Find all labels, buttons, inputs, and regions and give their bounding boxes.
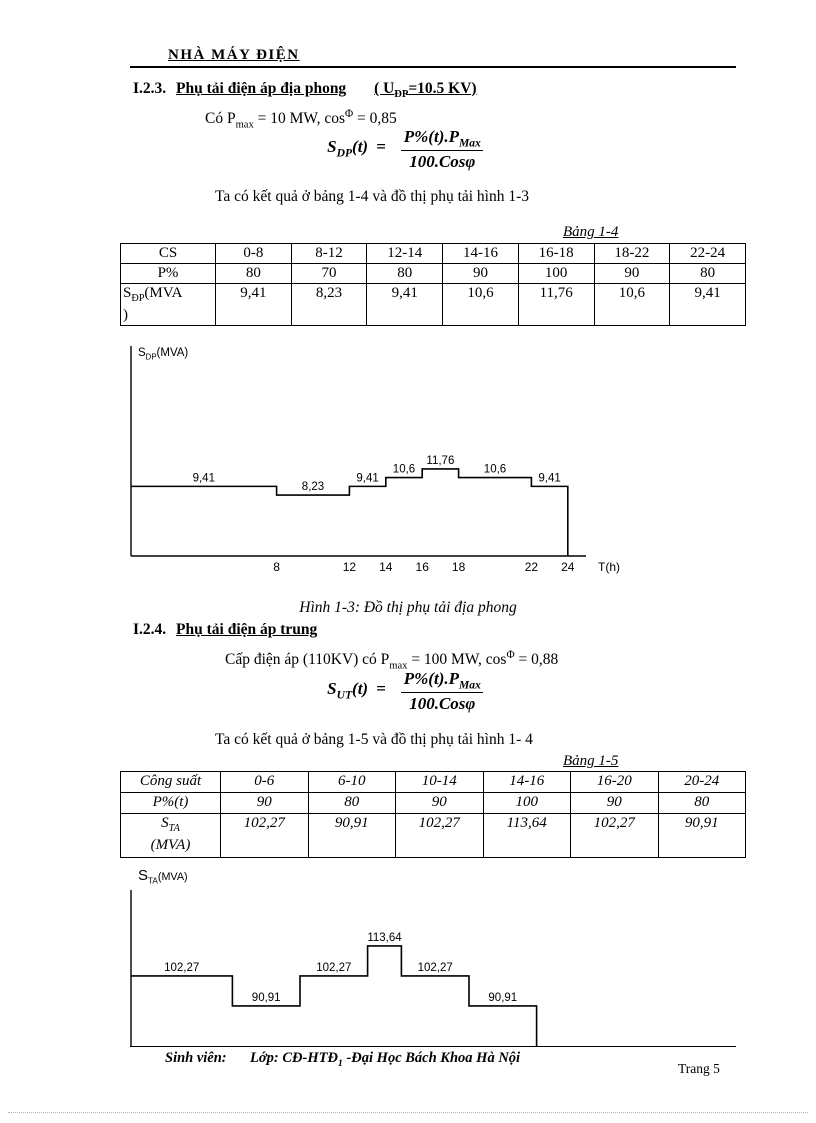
table-cell: 90 bbox=[571, 793, 659, 814]
table-cell: 16-18 bbox=[518, 244, 594, 264]
section-1-title-suffix: ( $U_{ĐP}=10.5$ KV) bbox=[374, 80, 477, 101]
table-row bbox=[121, 793, 746, 814]
load-table-2 bbox=[120, 771, 746, 858]
formula-sdp-equals: = bbox=[376, 137, 386, 156]
x-axis-label: T(h) bbox=[598, 560, 620, 574]
load-chart-2 bbox=[126, 864, 586, 1046]
table-cell: 102,27 bbox=[571, 814, 659, 858]
table-cell: 16-20 bbox=[571, 772, 659, 793]
table-cell: 80 bbox=[308, 793, 396, 814]
section-1-number: I.2.3. bbox=[133, 80, 167, 97]
table-cell: CS bbox=[121, 244, 216, 264]
table-cell: 90 bbox=[396, 793, 484, 814]
table-cell: 11,76 bbox=[518, 284, 594, 326]
formula-sdp bbox=[0, 127, 816, 172]
table-cell: 9,41 bbox=[670, 284, 746, 326]
table-cell: 12-14 bbox=[367, 244, 443, 264]
table-row bbox=[121, 264, 746, 284]
table-row bbox=[121, 284, 746, 326]
x-tick-label: 18 bbox=[451, 560, 466, 574]
section-2-result-text: Ta có kết quả ở bảng 1-5 và đồ thị phụ tải hình 1- 4 bbox=[215, 731, 533, 748]
table-cell: P% bbox=[121, 264, 216, 284]
section-1-title: Phụ tải điện áp địa phong bbox=[176, 80, 347, 97]
table-cell: 20-24 bbox=[658, 772, 746, 793]
segment-value-label: 8,23 bbox=[301, 481, 325, 494]
table-cell: 90 bbox=[594, 264, 670, 284]
table-2-caption: Bảng 1-5 bbox=[563, 753, 619, 769]
table-cell: $S_{TA}$ (MVA) bbox=[121, 814, 221, 858]
x-tick-label: 22 bbox=[524, 560, 539, 574]
table-cell: 0-6 bbox=[221, 772, 309, 793]
table-cell: 80 bbox=[216, 264, 292, 284]
table-cell: 80 bbox=[670, 264, 746, 284]
table-cell: 10-14 bbox=[396, 772, 484, 793]
footer-student-label: Sinh viên: bbox=[165, 1050, 227, 1066]
formula-sdp-denominator: 100.Cosφ bbox=[401, 150, 483, 172]
segment-value-label: 102,27 bbox=[417, 961, 453, 974]
table-cell: 9,41 bbox=[367, 284, 443, 326]
table-1-caption: Bảng 1-4 bbox=[563, 224, 619, 240]
x-tick-label: 16 bbox=[415, 560, 429, 574]
section-2-number: I.2.4. bbox=[133, 621, 167, 638]
load-table-1 bbox=[120, 243, 746, 326]
table-cell: P%(t) bbox=[121, 793, 221, 814]
section-1-heading bbox=[133, 80, 477, 100]
formula-sut-lhs: $S_{UT}(t)$ bbox=[327, 679, 369, 702]
footer-rule bbox=[130, 1046, 736, 1047]
table-cell: 8,23 bbox=[291, 284, 367, 326]
formula-sut-fraction bbox=[396, 669, 489, 714]
table-cell: 9,41 bbox=[216, 284, 292, 326]
table-cell: 102,27 bbox=[221, 814, 309, 858]
segment-value-label: 9,41 bbox=[192, 472, 215, 485]
segment-value-label: 10,6 bbox=[483, 463, 507, 476]
table-row bbox=[121, 814, 746, 858]
x-tick-label: 8 bbox=[273, 560, 280, 574]
table-cell: 90,91 bbox=[658, 814, 746, 858]
load-step-line bbox=[131, 946, 537, 1046]
table-cell: 80 bbox=[658, 793, 746, 814]
section-2-title: Phụ tải điện áp trung bbox=[176, 621, 318, 638]
segment-value-label: 10,6 bbox=[392, 463, 416, 476]
segment-value-label: 9,41 bbox=[538, 472, 561, 485]
segment-value-label: 9,41 bbox=[356, 472, 379, 485]
section-1-given-line: Có $P_{max} = 10$ MW, $\cos^\Phi = 0,85$ bbox=[205, 108, 397, 131]
section-1-result-text: Ta có kết quả ở bảng 1-4 và đồ thị phụ tải hình 1-3 bbox=[215, 188, 530, 205]
table-cell: 18-22 bbox=[594, 244, 670, 264]
table-cell: 10,6 bbox=[443, 284, 519, 326]
formula-sut-equals: = bbox=[376, 679, 386, 698]
section-2-given-line: Cấp điện áp (110KV) có $P_{max} = 100$ MW, $\cos^\Phi = 0,88$ bbox=[225, 649, 559, 672]
table-cell: 10,6 bbox=[594, 284, 670, 326]
table-cell: 100 bbox=[483, 793, 571, 814]
table-cell: 14-16 bbox=[483, 772, 571, 793]
load-chart-1 bbox=[126, 344, 626, 596]
table-cell: 90,91 bbox=[308, 814, 396, 858]
table-cell: 90 bbox=[443, 264, 519, 284]
header-rule bbox=[130, 66, 736, 68]
page-header-title: NHÀ MÁY ĐIỆN bbox=[168, 47, 300, 63]
formula-sdp-numerator: $P\%(t).P_{Max}$ bbox=[403, 127, 481, 150]
segment-value-label: 90,91 bbox=[251, 991, 281, 1004]
table-cell: 102,27 bbox=[396, 814, 484, 858]
footer-class-text: Lớp: $CĐ-HTĐ_1$ -Đại Học Bách Khoa Hà Nội bbox=[250, 1050, 521, 1069]
formula-sdp-lhs: $S_{DP}(t)$ bbox=[327, 137, 369, 160]
x-tick-label: 12 bbox=[342, 560, 357, 574]
chart-1-caption: Hình 1-3: Đồ thị phụ tải địa phong bbox=[299, 599, 517, 616]
table-cell: 113,64 bbox=[483, 814, 571, 858]
formula-sut bbox=[0, 669, 816, 714]
segment-value-label: 113,64 bbox=[367, 931, 402, 944]
table-cell: 100 bbox=[518, 264, 594, 284]
table-cell: $S_{ĐP}(MVA$ ) bbox=[121, 284, 216, 326]
table-row bbox=[121, 772, 746, 793]
table-cell: 0-8 bbox=[216, 244, 292, 264]
segment-value-label: 90,91 bbox=[488, 991, 518, 1004]
table-cell: 14-16 bbox=[443, 244, 519, 264]
formula-sdp-fraction bbox=[396, 127, 489, 172]
table-cell: 22-24 bbox=[670, 244, 746, 264]
table-cell: 70 bbox=[291, 264, 367, 284]
section-2-heading bbox=[133, 621, 317, 639]
chart-1-canvas bbox=[126, 344, 626, 596]
x-tick-label: 24 bbox=[561, 560, 575, 574]
segment-value-label: 11,76 bbox=[426, 454, 455, 467]
segment-value-label: 102,27 bbox=[316, 961, 352, 974]
formula-sut-numerator: $P\%(t).P_{Max}$ bbox=[403, 669, 481, 692]
chart-1-ylabel: $S_{DP}(MVA)$ bbox=[138, 347, 189, 362]
x-tick-label: 14 bbox=[379, 560, 393, 574]
table-cell: 80 bbox=[367, 264, 443, 284]
table-cell: 8-12 bbox=[291, 244, 367, 264]
chart-2-canvas bbox=[126, 864, 586, 1046]
page-bottom-dotted-rule bbox=[8, 1112, 808, 1113]
table-row bbox=[121, 244, 746, 264]
table-cell: Công suất bbox=[121, 772, 221, 793]
table-cell: 90 bbox=[221, 793, 309, 814]
table-cell: 6-10 bbox=[308, 772, 396, 793]
segment-value-label: 102,27 bbox=[164, 961, 200, 974]
page-number: Trang 5 bbox=[678, 1061, 720, 1076]
formula-sut-denominator: 100.Cosφ bbox=[401, 692, 483, 714]
chart-2-ylabel: $S_{TA}(MVA)$ bbox=[138, 867, 188, 886]
